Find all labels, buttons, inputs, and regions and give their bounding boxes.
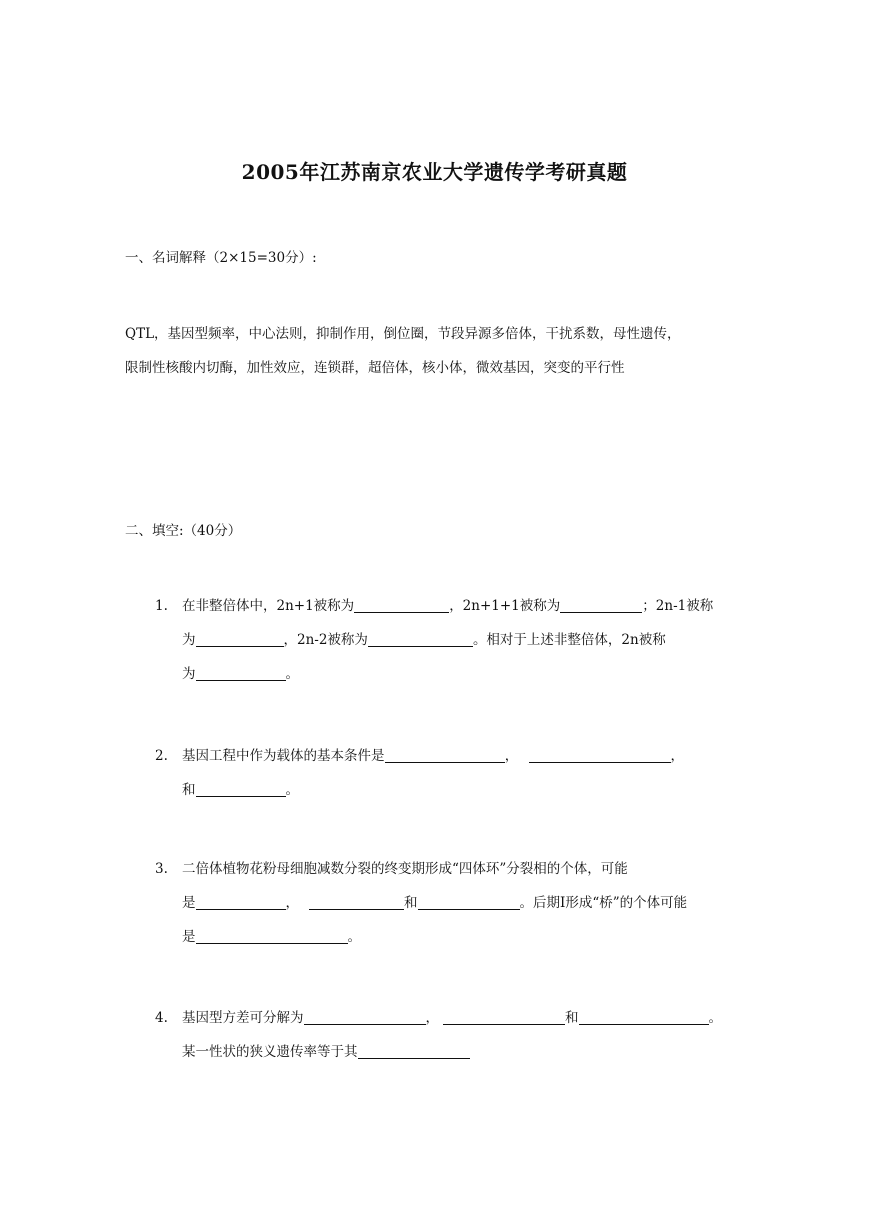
- q4-blank-2[interactable]: [443, 1008, 565, 1025]
- q2-number: 2.: [155, 748, 168, 764]
- q4-text: ，: [425, 1010, 439, 1026]
- question-1: [155, 589, 745, 691]
- q4-text: 某一性状的狭义遗传率等于其: [182, 1044, 358, 1060]
- q1-text: 。相对于上述非整倍体，2n被称: [472, 632, 666, 648]
- section1-heading: 一、名词解释（2×15=30分）:: [125, 250, 317, 266]
- q2-text: 基因工程中作为载体的基本条件是: [182, 748, 385, 764]
- q2-blank-2[interactable]: [529, 746, 671, 763]
- q1-blank-2[interactable]: [560, 596, 642, 613]
- q3-text: 和: [404, 895, 418, 911]
- q3-line2: [155, 886, 745, 920]
- q3-blank-2[interactable]: [309, 893, 404, 910]
- q1-blank-3[interactable]: [196, 630, 284, 647]
- section1-terms-line1: QTL，基因型频率，中心法则，抑制作用，倒位圈，节段异源多倍体，干扰系数，母性遗传，: [125, 326, 681, 342]
- q4-text: 基因型方差可分解为: [182, 1010, 304, 1026]
- q2-text: ，: [670, 748, 684, 764]
- q1-text: ；2n-1被称: [642, 598, 714, 614]
- q4-line1: [155, 1001, 745, 1035]
- q1-text: 为: [182, 666, 196, 682]
- q4-line2: [155, 1035, 745, 1069]
- q1-blank-4[interactable]: [368, 630, 473, 647]
- section2-heading: 二、填空:（40分）: [125, 523, 242, 539]
- q1-text: 。: [285, 666, 299, 682]
- q3-blank-3[interactable]: [418, 893, 520, 910]
- q3-text: 二倍体植物花粉母细胞减数分裂的终变期形成“四体环”分裂相的个体，可能: [182, 861, 628, 877]
- q3-text: 。后期Ⅰ形成“桥”的个体可能: [519, 895, 688, 911]
- q1-text: ，2n+1+1被称为: [449, 598, 561, 614]
- q3-text: 是: [182, 929, 196, 945]
- q3-number: 3.: [155, 861, 168, 877]
- q2-text: 。: [285, 782, 299, 798]
- q4-number: 4.: [155, 1010, 168, 1026]
- q1-line1: [155, 589, 745, 623]
- q3-text: ，: [285, 895, 299, 911]
- q4-blank-4[interactable]: [358, 1042, 470, 1059]
- q1-blank-5[interactable]: [196, 664, 286, 681]
- q2-line1: [155, 739, 745, 773]
- q2-blank-3[interactable]: [196, 780, 286, 797]
- q3-text: 是: [182, 895, 196, 911]
- q4-text: 和: [565, 1010, 579, 1026]
- q2-line2: [155, 773, 745, 807]
- q1-line2: [155, 623, 745, 657]
- document-title: 2005年江苏南京农业大学遗传学考研真题: [241, 160, 628, 184]
- q4-text: 。: [708, 1010, 722, 1026]
- section1-terms-line2: 限制性核酸内切酶，加性效应，连锁群，超倍体，核小体，微效基因，突变的平行性: [125, 360, 625, 376]
- q3-line1: [155, 852, 745, 886]
- q1-text: 为: [182, 632, 196, 648]
- question-3: [155, 852, 745, 954]
- q4-blank-3[interactable]: [579, 1008, 709, 1025]
- q3-blank-1[interactable]: [196, 893, 286, 910]
- q1-line3: [155, 657, 745, 691]
- question-2: [155, 739, 745, 807]
- q2-text: 和: [182, 782, 196, 798]
- q2-blank-1[interactable]: [385, 746, 505, 763]
- q1-text: 在非整倍体中，2n+1被称为: [182, 598, 355, 614]
- q3-blank-4[interactable]: [196, 927, 348, 944]
- q2-text: ，: [504, 748, 519, 764]
- q4-blank-1[interactable]: [304, 1008, 426, 1025]
- q1-number: 1.: [155, 598, 168, 614]
- question-4: [155, 1001, 745, 1069]
- section1-terms: [125, 317, 745, 385]
- q1-blank-1[interactable]: [354, 596, 449, 613]
- q3-line3: [155, 920, 745, 954]
- q1-text: ，2n-2被称为: [283, 632, 368, 648]
- q3-text: 。: [347, 929, 361, 945]
